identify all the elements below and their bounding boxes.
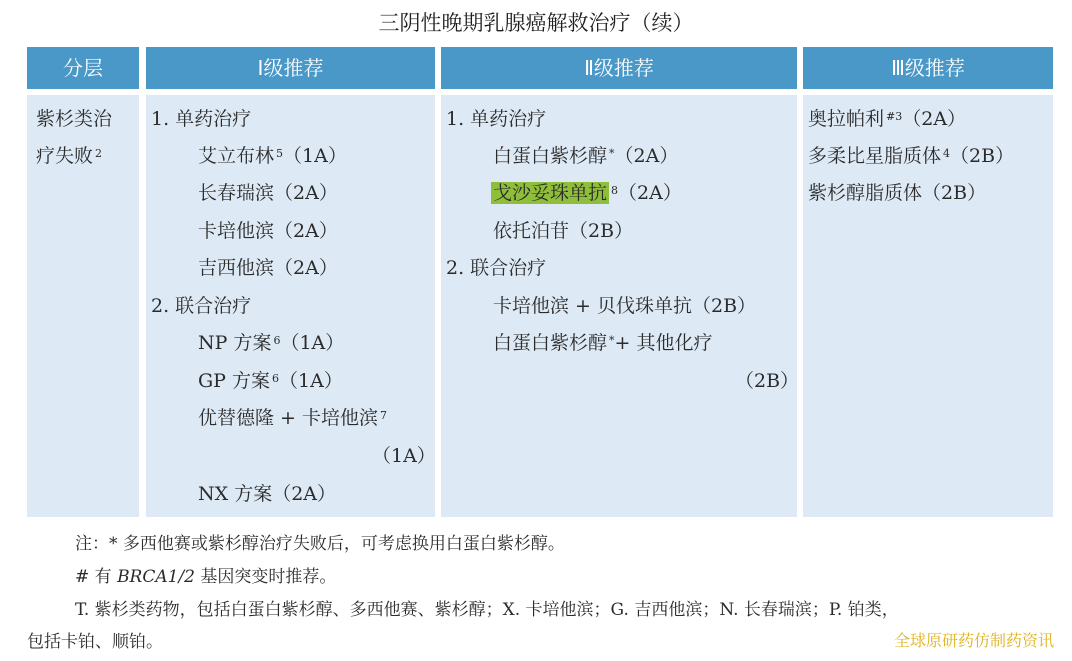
item-text: GP 方案 — [198, 370, 271, 392]
list-item — [151, 293, 251, 319]
list-item — [491, 180, 682, 206]
item-text: 吉西他滨 — [198, 257, 275, 279]
stratum-line-2 — [36, 143, 102, 169]
item-ref: #3 — [886, 110, 903, 123]
item-text: 长春瑞滨 — [198, 182, 275, 204]
list-item — [446, 106, 546, 132]
list-item — [808, 143, 1014, 169]
item-grade: （2A） — [274, 257, 338, 279]
item-text: NX 方案 — [198, 483, 273, 505]
item-text: 白蛋白紫杉醇 — [493, 332, 608, 354]
list-item-grade-wrap — [372, 443, 436, 469]
item-text: 依托泊苷 — [493, 220, 570, 242]
item-text: 多柔比星脂质体 — [808, 145, 942, 167]
list-item — [198, 255, 338, 281]
list-item — [198, 330, 344, 356]
item-grade: （2B） — [692, 295, 757, 317]
item-grade: （2B） — [922, 182, 987, 204]
list-item — [493, 218, 633, 244]
item-text: 奥拉帕利 — [808, 108, 885, 130]
footnote-3: T. 紫杉类药物，包括白蛋白紫杉醇、多西他赛、紫杉醇；X. 卡培他滨；G. 吉西他滨；N. 长春瑞滨；P. 铂类， — [75, 600, 899, 620]
footnote-2-post: 基因突变时推荐。 — [195, 567, 337, 587]
footnote-1: 注：* 多西他赛或紫杉醇治疗失败后，可考虑换用白蛋白紫杉醇。 — [75, 534, 565, 554]
table-title — [0, 7, 1072, 37]
list-item — [198, 405, 387, 431]
item-text: NP 方案 — [198, 332, 272, 354]
item-grade: （2B） — [950, 145, 1015, 167]
list-item — [151, 106, 251, 132]
item-ref: 6 — [273, 334, 281, 347]
item-text: 2. 联合治疗 — [151, 295, 252, 317]
list-item-grade-wrap — [735, 368, 799, 394]
list-item — [198, 180, 338, 206]
item-grade: （2A） — [272, 483, 337, 505]
header-level-2: Ⅱ级推荐 — [441, 47, 797, 89]
item-text: 白蛋白紫杉醇 — [493, 145, 608, 167]
footnote-4: 包括卡铂、顺铂。 — [27, 632, 163, 652]
item-grade: （2A） — [618, 182, 682, 204]
table-title-text: 三阴性晚期乳腺癌解救治疗 — [378, 11, 631, 35]
list-item — [493, 293, 756, 319]
list-item — [493, 143, 678, 169]
stratum-cell — [27, 95, 139, 517]
list-item — [198, 218, 338, 244]
highlighted-drug: 戈沙妥珠单抗 — [493, 182, 608, 204]
item-text: 卡培他滨 + 贝伐珠单抗 — [493, 295, 692, 317]
item-text: 紫杉醇脂质体 — [808, 182, 923, 204]
stratum-ref: 2 — [95, 147, 103, 160]
item-grade: （2A） — [274, 220, 338, 242]
header-level-3: Ⅲ级推荐 — [803, 47, 1053, 89]
footnote-2 — [75, 565, 336, 589]
item-extra: + 其他化疗 — [614, 332, 713, 354]
header-level-1: Ⅰ级推荐 — [146, 47, 435, 89]
item-ref: 8 — [611, 184, 619, 197]
list-item — [493, 330, 712, 356]
watermark: 全球原研药仿制药资讯 — [893, 631, 1054, 650]
list-item — [808, 180, 986, 206]
item-ref: 5 — [276, 147, 284, 160]
item-ref: * — [609, 334, 615, 347]
item-text: 1. 单药治疗 — [151, 108, 252, 130]
item-grade: （2B） — [569, 220, 634, 242]
item-grade: （1A） — [280, 332, 345, 354]
list-item — [198, 368, 343, 394]
list-item — [198, 143, 347, 169]
item-ref: 7 — [380, 409, 387, 422]
item-text: 艾立布林 — [198, 145, 275, 167]
item-ref: 6 — [272, 372, 280, 385]
stratum-line-1: 紫杉类治 — [36, 108, 113, 130]
item-text: 1. 单药治疗 — [446, 108, 547, 130]
footnote-2-gene: BRCA1/2 — [117, 567, 195, 587]
item-text: 卡培他滨 — [198, 220, 275, 242]
list-item — [808, 106, 966, 132]
item-ref: 4 — [943, 147, 951, 160]
stratum-line-2-text: 疗失败 — [36, 145, 94, 167]
item-grade: （2A） — [614, 145, 679, 167]
item-ref: * — [609, 147, 615, 160]
item-grade: （1A） — [279, 370, 343, 392]
item-grade: （2B） — [735, 370, 800, 392]
item-text: 优替德隆 + 卡培他滨 — [198, 407, 378, 429]
list-item — [446, 255, 546, 281]
item-text: 2. 联合治疗 — [446, 257, 547, 279]
table-title-continued: （续） — [630, 11, 694, 35]
item-grade: （1A） — [372, 445, 436, 467]
list-item — [198, 481, 336, 507]
footnote-2-pre: # 有 — [75, 567, 118, 587]
item-grade: （2A） — [902, 108, 967, 130]
item-grade: （1A） — [283, 145, 347, 167]
header-stratum: 分层 — [27, 47, 139, 89]
item-grade: （2A） — [274, 182, 338, 204]
